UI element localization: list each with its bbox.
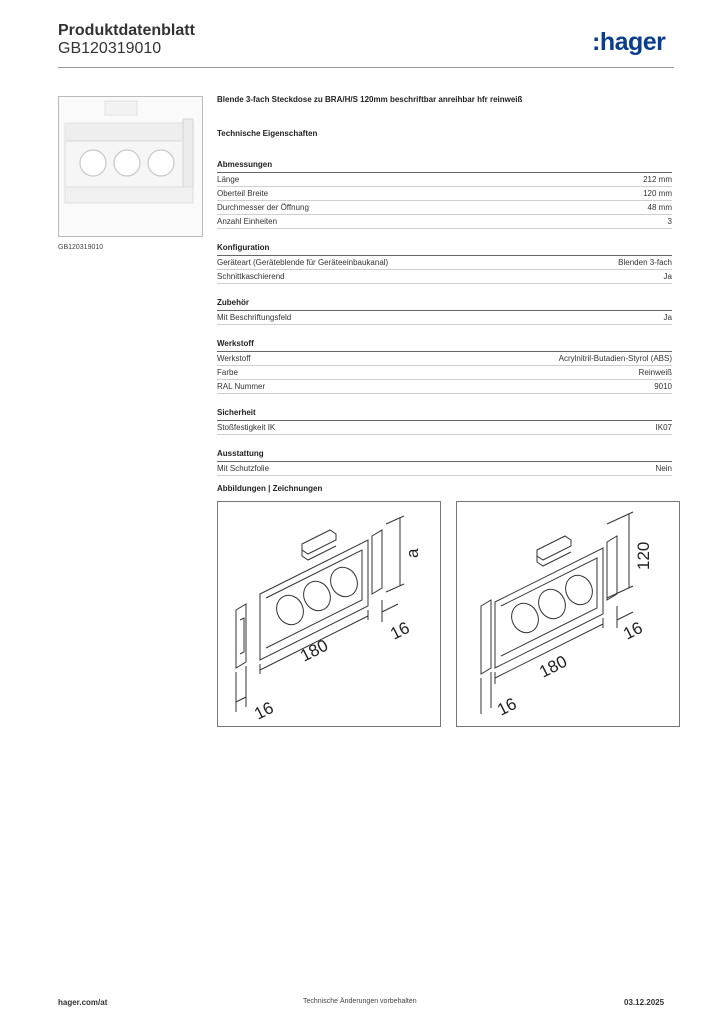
row-label: Stoßfestigkeit IK bbox=[217, 423, 276, 432]
section-equipment bbox=[217, 444, 672, 476]
product-image-caption: GB120319010 bbox=[58, 244, 104, 251]
row-value: 9010 bbox=[654, 382, 672, 391]
table-row bbox=[217, 421, 672, 435]
row-value: 212 mm bbox=[643, 175, 672, 184]
section-material bbox=[217, 334, 672, 394]
dimension-drawing-icon bbox=[457, 502, 679, 726]
product-photo-icon bbox=[59, 97, 202, 236]
table-row bbox=[217, 187, 672, 201]
row-label: Werkstoff bbox=[217, 354, 251, 363]
section-title: Werkstoff bbox=[217, 334, 672, 352]
table-row bbox=[217, 270, 672, 284]
section-dimensions bbox=[217, 155, 672, 229]
footer-date: 03.12.2025 bbox=[624, 998, 665, 1007]
technical-properties-heading: Technische Eigenschaften bbox=[217, 129, 318, 138]
table-row bbox=[217, 256, 672, 270]
header-divider bbox=[58, 67, 674, 68]
dimension-front: 16 bbox=[251, 698, 277, 724]
dimension-height: 120 bbox=[634, 541, 653, 570]
hager-logo: :hager bbox=[592, 28, 666, 56]
table-row bbox=[217, 215, 672, 229]
row-value: 3 bbox=[667, 217, 672, 226]
row-value: Reinweiß bbox=[638, 368, 672, 377]
dimension-side: 16 bbox=[620, 618, 646, 644]
dimension-length: 180 bbox=[536, 651, 571, 682]
section-safety bbox=[217, 403, 672, 435]
dimension-front: 16 bbox=[494, 694, 520, 720]
row-value: Nein bbox=[655, 464, 672, 473]
logo-text: hager bbox=[599, 28, 666, 56]
section-title: Konfiguration bbox=[217, 238, 672, 256]
row-label: Durchmesser der Öffnung bbox=[217, 203, 309, 212]
row-value: 120 mm bbox=[643, 189, 672, 198]
row-value: Acrylnitril-Butadien-Styrol (ABS) bbox=[558, 354, 672, 363]
footer-website: hager.com/at bbox=[58, 998, 108, 1007]
table-row bbox=[217, 352, 672, 366]
row-value: Ja bbox=[663, 272, 672, 281]
table-row bbox=[217, 201, 672, 215]
row-value: Blenden 3-fach bbox=[618, 258, 672, 267]
row-label: Mit Schutzfolie bbox=[217, 464, 270, 473]
dimension-drawing-icon bbox=[218, 502, 440, 726]
row-value: Ja bbox=[663, 313, 672, 322]
section-title: Sicherheit bbox=[217, 403, 672, 421]
section-configuration bbox=[217, 238, 672, 284]
row-label: Schnittkaschierend bbox=[217, 272, 285, 281]
table-row bbox=[217, 366, 672, 380]
section-title: Ausstattung bbox=[217, 444, 672, 462]
row-value: 48 mm bbox=[647, 203, 672, 212]
row-label: Farbe bbox=[217, 368, 238, 377]
dimension-length: 180 bbox=[297, 635, 332, 666]
technical-drawing-left bbox=[217, 501, 441, 727]
row-label: Oberteil Breite bbox=[217, 189, 269, 198]
section-title: Zubehör bbox=[217, 293, 672, 311]
product-code: GB120319010 bbox=[58, 40, 162, 57]
table-row bbox=[217, 462, 672, 476]
section-accessories bbox=[217, 293, 672, 325]
table-row bbox=[217, 311, 672, 325]
footer-note: Technische Änderungen vorbehalten bbox=[303, 998, 417, 1005]
technical-drawing-right bbox=[456, 501, 680, 727]
table-row bbox=[217, 380, 672, 394]
row-label: Geräteart (Geräteblende für Geräteeinbaukanal) bbox=[217, 258, 389, 267]
dimension-side: 16 bbox=[387, 618, 413, 644]
row-value: IK07 bbox=[655, 423, 672, 432]
product-image bbox=[58, 96, 203, 237]
row-label: Länge bbox=[217, 175, 240, 184]
row-label: Anzahl Einheiten bbox=[217, 217, 278, 226]
section-title: Abmessungen bbox=[217, 155, 672, 173]
product-details bbox=[217, 95, 672, 476]
table-row bbox=[217, 173, 672, 187]
page-title: Produktdatenblatt bbox=[58, 22, 195, 39]
product-name: Blende 3-fach Steckdose zu BRA/H/S 120mm beschriftbar anreihbar hfr reinweiß bbox=[217, 95, 523, 104]
dimension-height: a bbox=[403, 548, 422, 558]
row-label: RAL Nummer bbox=[217, 382, 266, 391]
row-label: Mit Beschriftungsfeld bbox=[217, 313, 292, 322]
drawings-heading: Abbildungen | Zeichnungen bbox=[217, 484, 323, 493]
